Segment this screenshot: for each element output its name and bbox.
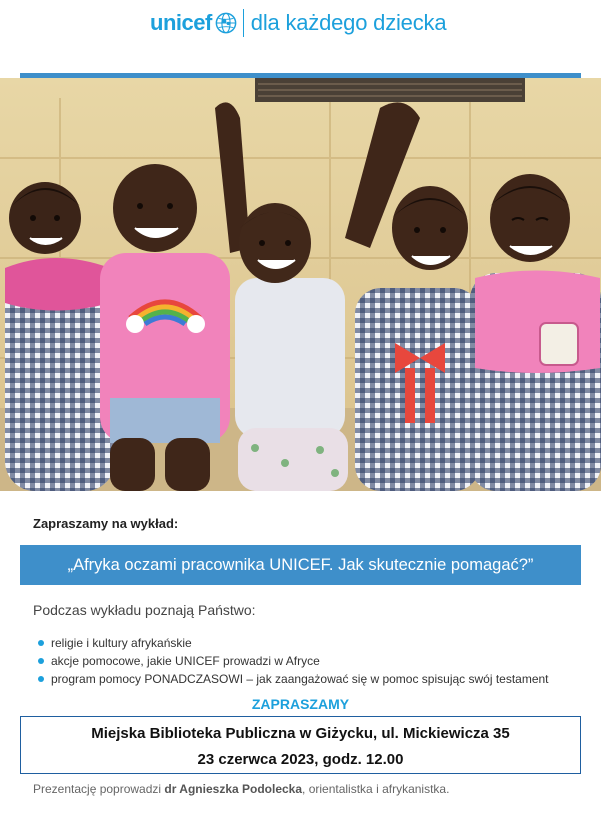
logo-wordmark: unicef — [150, 10, 212, 35]
logo-tagline: dla każdego dziecka — [250, 10, 447, 35]
invite-label: Zapraszamy na wykład: — [33, 516, 179, 531]
presenter-note — [33, 782, 449, 796]
unicef-logo[interactable] — [150, 8, 446, 38]
children-photo-illustration — [0, 78, 601, 491]
presenter-suffix: , orientalistka i afrykanistka. — [302, 782, 450, 796]
bullet-icon — [38, 658, 44, 664]
logo-divider — [243, 9, 244, 37]
list-item — [38, 652, 549, 670]
presenter-prefix: Prezentację poprowadzi — [33, 782, 165, 796]
lecture-title: „Afryka oczami pracownika UNICEF. Jak skutecznie pomagać?” — [67, 555, 534, 574]
bullet-icon — [38, 640, 44, 646]
topic-list — [38, 634, 549, 688]
presenter-name: dr Agnieszka Podolecka — [164, 782, 303, 796]
topic-text: religie i kultury afrykańskie — [51, 636, 192, 650]
lecture-title-bar — [20, 545, 581, 585]
list-item — [38, 670, 549, 688]
unicef-globe-icon — [215, 12, 237, 34]
event-info-box — [20, 716, 581, 774]
venue-text: Miejska Biblioteka Publiczna w Giżycku, ul. Mickiewicza 35 — [91, 725, 510, 742]
topic-text: akcje pomocowe, jakie UNICEF prowadzi w Afryce — [51, 654, 320, 668]
header — [0, 0, 601, 52]
list-item — [38, 634, 549, 652]
topic-text: program pomocy PONADCZASOWI – jak zaangażować się w pomoc spisując swój testament — [51, 672, 549, 686]
children-photo — [0, 78, 601, 491]
call-to-action: ZAPRASZAMY — [251, 696, 350, 712]
bullet-icon — [38, 676, 44, 682]
intro-text: Podczas wykładu poznają Państwo: — [33, 602, 256, 618]
datetime-text: 23 czerwca 2023, godz. 12.00 — [197, 751, 404, 768]
